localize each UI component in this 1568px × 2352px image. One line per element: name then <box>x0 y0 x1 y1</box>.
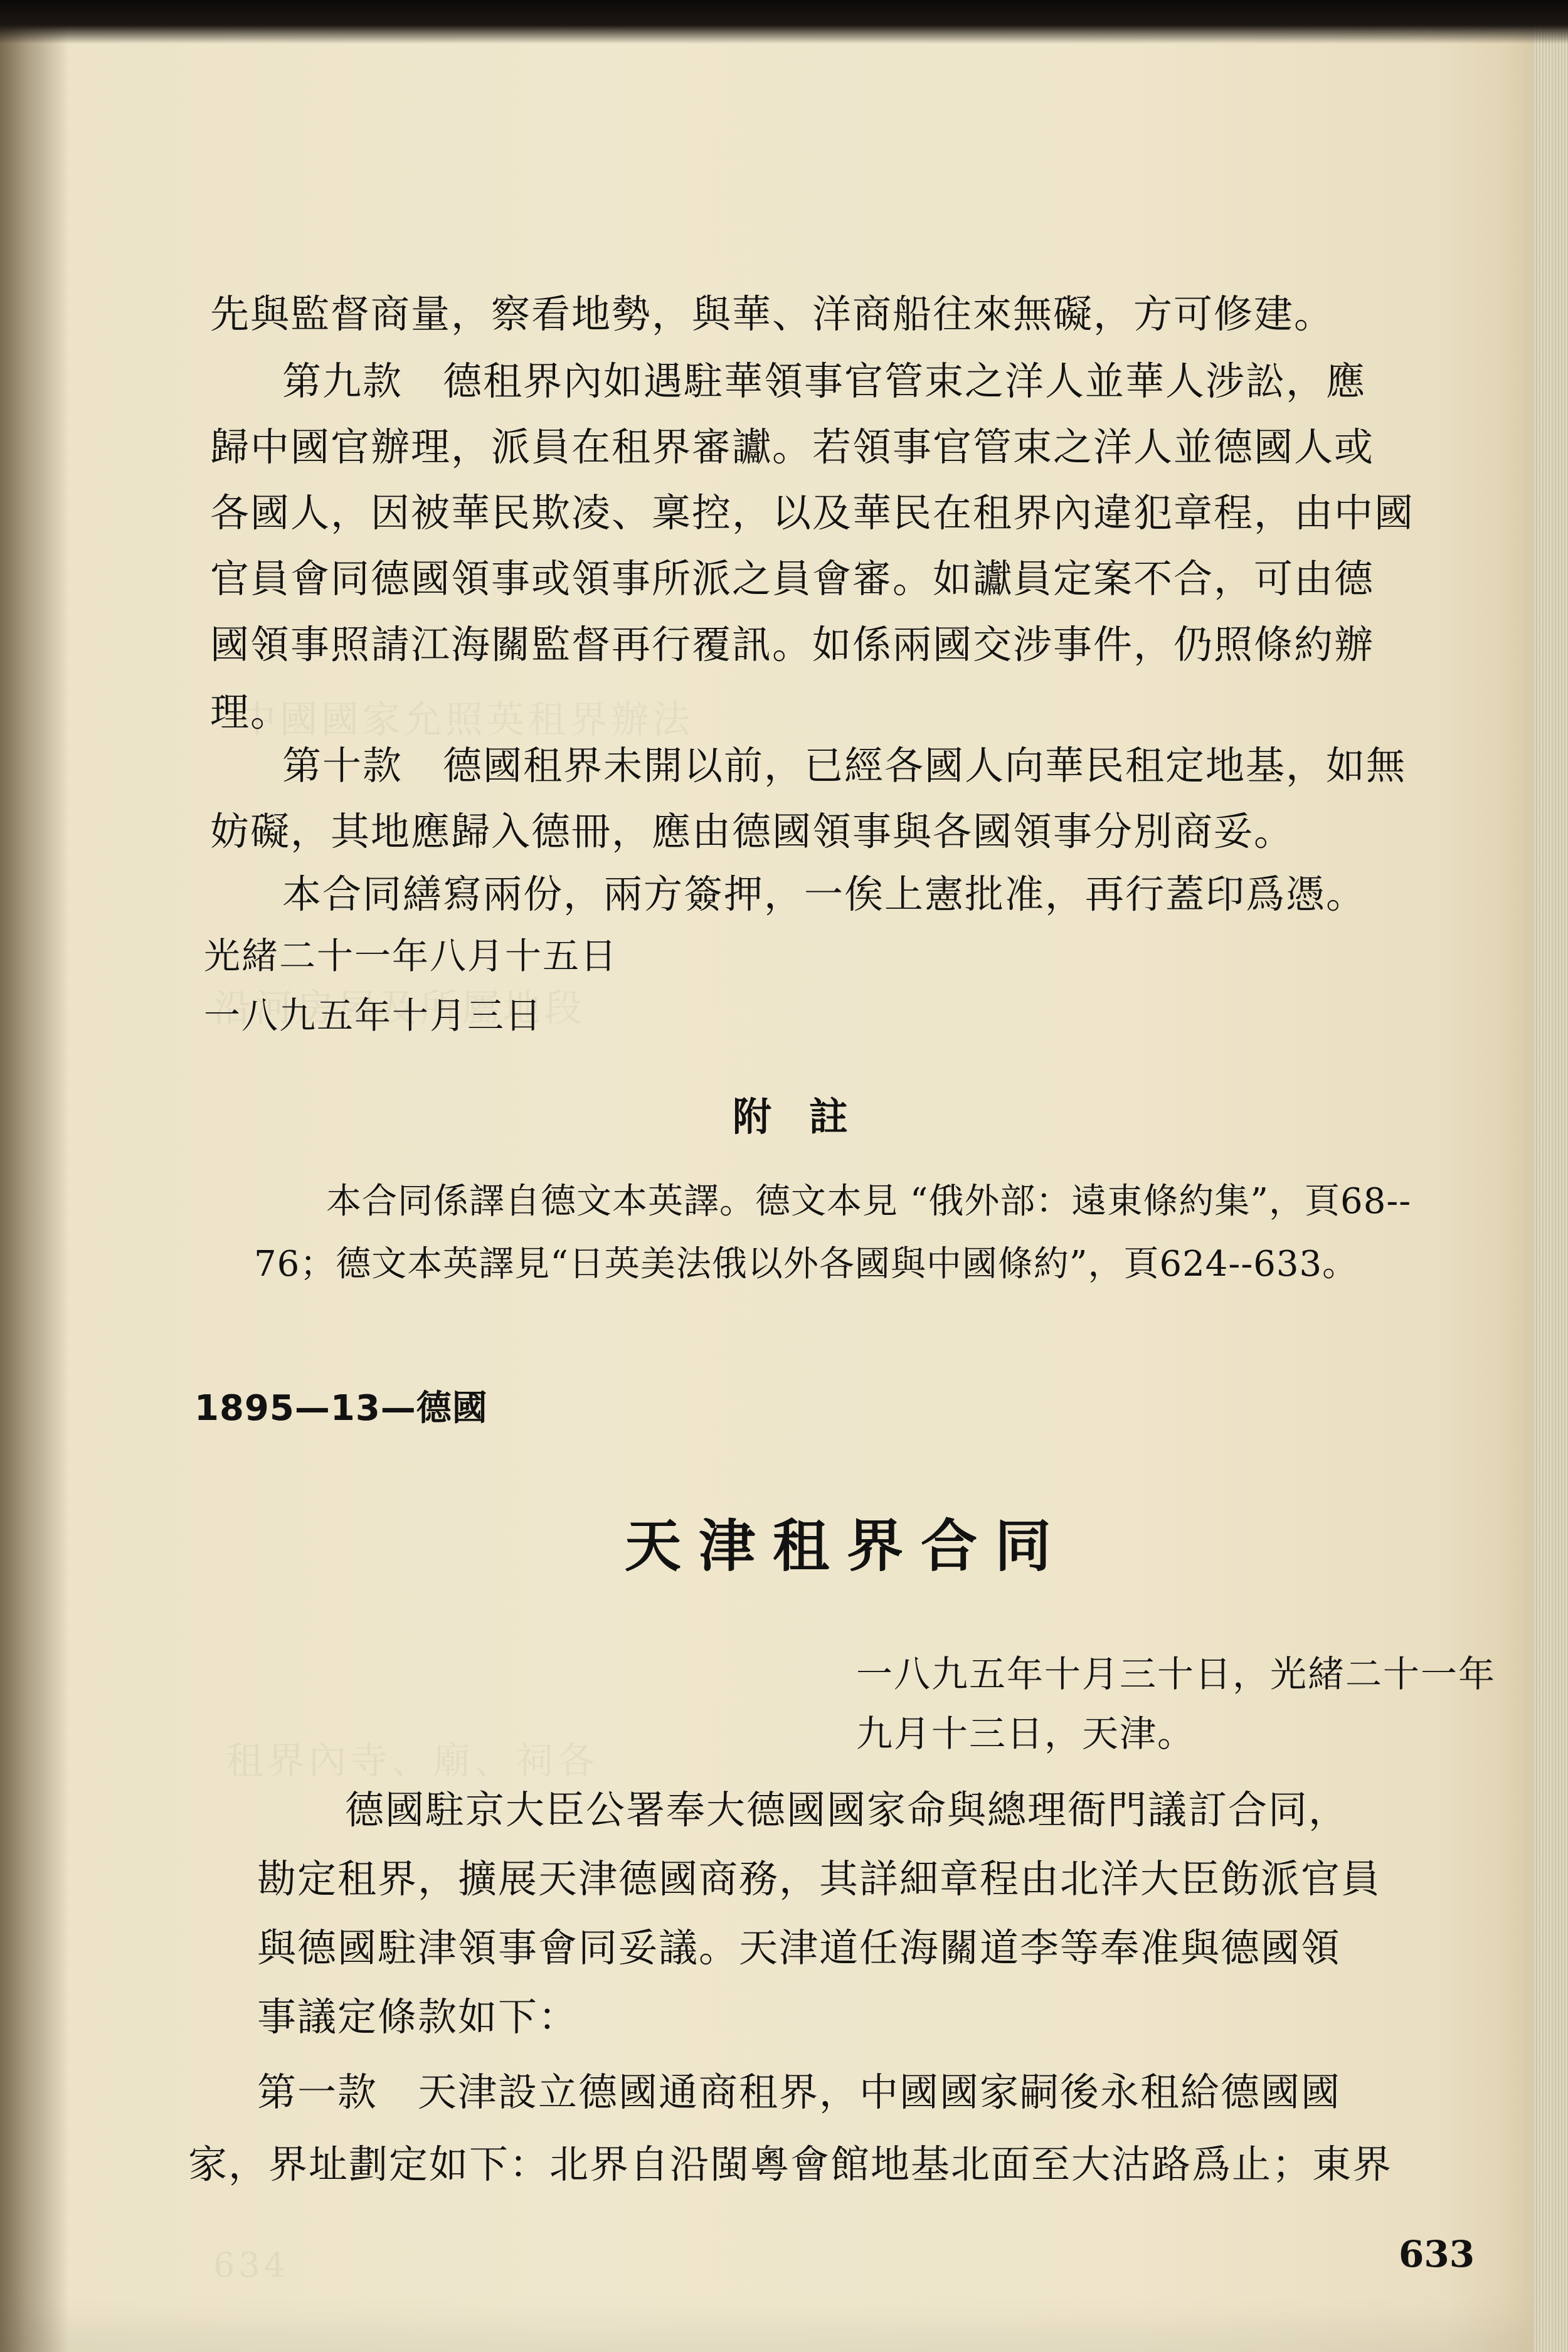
page-edges <box>1534 0 1568 2352</box>
text-line: 理。 <box>210 689 291 735</box>
article-10-heading-line: 第十款 德國租界未開以前，已經各國人向華民租定地基，如無 <box>282 743 1407 788</box>
article-1-heading-line: 第一款 天津設立德國通商租界，中國國家嗣後永租給德國國 <box>257 2069 1342 2115</box>
preamble-line: 德國駐京大臣公署奉大德國國家命與總理衙門議訂合同， <box>345 1787 1349 1833</box>
annotation-line: 本合同係譯自德文本英譯。德文本見 “俄外部：遠東條約集”，頁68-- <box>326 1181 1412 1222</box>
text-line: 官員會同德國領事或領事所派之員會審。如讞員定案不合，可由德 <box>210 556 1375 601</box>
text-line: 先與監督商量，察看地勢，與華、洋商船往來無礙，方可修建。 <box>210 291 1335 337</box>
preamble-line: 與德國駐津領事會同妥議。天津道任海關道李等奉准與德國領 <box>257 1925 1342 1971</box>
date-chinese: 光緒二十一年八月十五日 <box>204 935 618 977</box>
text-line: 歸中國官辦理，派員在租界審讞。若領事官管束之洋人並德國人或 <box>210 424 1375 470</box>
annotation-heading: 附註 <box>732 1094 886 1140</box>
document-date-line: 一八九五年十月三十日，光緒二十一年 <box>856 1653 1496 1695</box>
closing-line: 本合同繕寫兩份，兩方簽押，一俟上憲批准，再行蓋印爲憑。 <box>282 871 1367 917</box>
text-line: 國領事照請江海關監督再行覆訊。如係兩國交涉事件，仍照條約辦 <box>210 622 1375 667</box>
show-through-text <box>226 1731 598 1785</box>
show-through-text <box>238 690 694 744</box>
background-dark <box>0 0 1568 44</box>
text-line: 妨礙，其地應歸入德冊，應由德國領事與各國領事分別商妥。 <box>210 808 1295 854</box>
section-identifier: 1895—13—德國 <box>194 1388 488 1429</box>
page-number: 633 <box>1399 2233 1475 2275</box>
text-line: 各國人，因被華民欺凌、稟控，以及華民在租界內違犯章程，由中國 <box>210 490 1415 536</box>
text-line: 家，界址劃定如下：北界自沿閩粵會館地基北面至大沽路爲止；東界 <box>188 2141 1393 2187</box>
reverse-page-number <box>213 2245 289 2285</box>
article-9-heading-line: 第九款 德租界內如遇駐華領事官管束之洋人並華人涉訟，應 <box>282 358 1367 404</box>
preamble-line: 勘定租界，擴展天津德國商務，其詳細章程由北洋大臣飭派官員 <box>257 1856 1382 1902</box>
annotation-line: 76；德文本英譯見“日英美法俄以外各國與中國條約”，頁624--633。 <box>254 1244 1359 1285</box>
document-date-line: 九月十三日，天津。 <box>856 1712 1195 1755</box>
date-western: 一八九五年十月三日 <box>204 994 543 1037</box>
document-title: 天津租界合同 <box>625 1513 1069 1579</box>
preamble-line: 事議定條款如下： <box>257 1994 579 2040</box>
spine-shadow <box>0 0 69 2352</box>
